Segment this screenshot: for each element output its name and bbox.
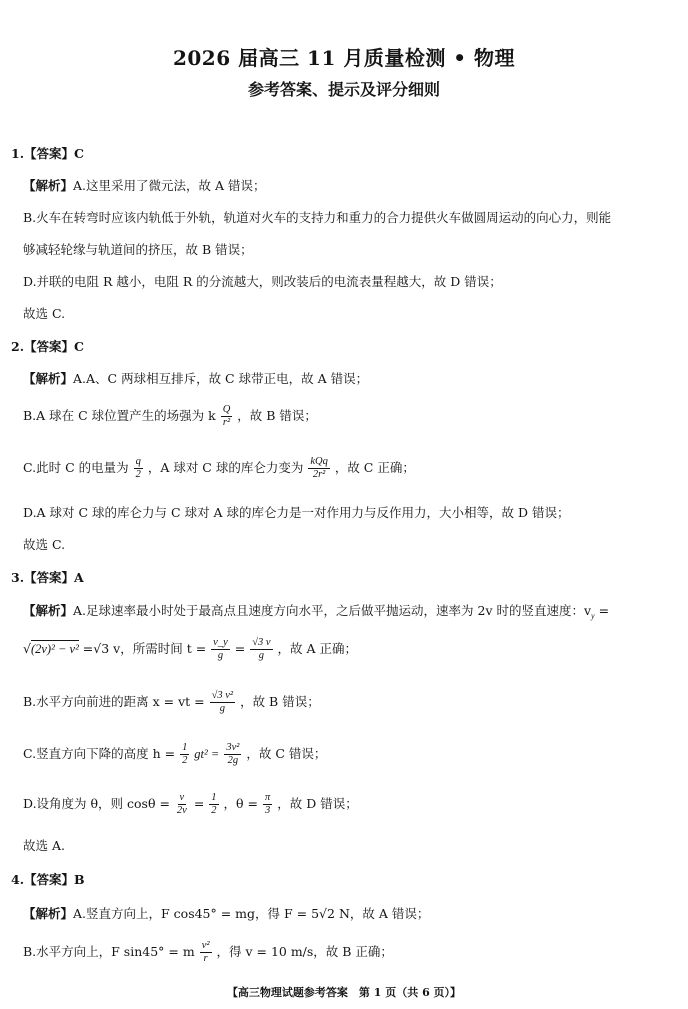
q3-a2-eq: = [234, 641, 246, 657]
q2-c-text: C.此时 C 的电量为 [23, 460, 129, 476]
q3-a2-num1: v_y [211, 637, 230, 650]
q2-option-d: D.A 球对 C 球的库仑力与 C 球对 A 球的库仑力是一对作用力与反作用力，大小相等，故 D 错误； [23, 505, 570, 520]
q3-a2-radicand: (2v)² − v² [30, 642, 79, 657]
q3-c-post: ，故 C 错误； [246, 746, 327, 762]
q4-analysis-a [23, 904, 429, 922]
q3-d-num1: v [178, 792, 187, 805]
q3-a1-eq: = [594, 603, 610, 618]
q3-analysis-a-line2 [23, 637, 357, 662]
q3-b-den: g [219, 703, 225, 715]
q2-c-num1: q [134, 456, 143, 469]
q2-c-mid: ，A 球对 C 球的库仑力变为 [147, 460, 304, 476]
q3-analysis-a-line1 [23, 601, 609, 621]
q3-analysis-tag: 【解析】 [23, 603, 74, 618]
q4-b-den: r [203, 953, 208, 965]
q3-conclusion: 故选 A. [23, 838, 65, 853]
q3-c-num1: 1 [180, 742, 189, 755]
q2-option-b [23, 404, 317, 429]
q2-answer: 2.【答案】C [11, 339, 84, 354]
page-subtitle: 参考答案、提示及评分细则 [247, 80, 440, 99]
q3-d-text: D.设角度为 θ，则 cosθ = [23, 796, 170, 812]
q3-a2-den2: g [258, 650, 264, 662]
q3-c-den1: 2 [182, 755, 188, 767]
q3-b-text: B.水平方向前进的距离 x = vt = [23, 694, 205, 710]
q1-option-d: D.并联的电阻 R 越小，电阻 R 的分流越大，则改装后的电流表量程越大，故 D 错误； [23, 274, 502, 289]
q1-option-b-line2: 够减轻轮缘与轨道间的挤压，故 B 错误； [23, 242, 253, 257]
q3-option-b [23, 690, 320, 715]
q2-c-fraction1 [134, 456, 143, 481]
q3-a2-fraction2 [250, 637, 272, 662]
q1-option-a: A.这里采用了微元法，故 A 错误； [73, 178, 266, 193]
q3-a2-mid: =√3 v，所需时间 t = [78, 641, 207, 657]
q3-c-fraction1 [180, 742, 189, 767]
q2-b-text: B.A 球在 C 球位置产生的场强为 k [23, 408, 216, 424]
q2-c-num2: kQq [308, 456, 330, 469]
q2-c-den1: 2 [135, 469, 141, 481]
q4-b-num: v² [200, 940, 212, 953]
q3-c-den2: 2g [227, 755, 239, 767]
q1-analysis-a [23, 176, 266, 194]
q4-b-post: ，得 v = 10 m/s，故 B 正确； [216, 944, 393, 960]
q3-option-c [23, 742, 326, 767]
q3-a2-fraction1 [211, 637, 230, 662]
q3-a2-den1: g [217, 650, 224, 662]
q3-d-fraction3 [263, 792, 272, 817]
q3-d-den1: 2v [176, 805, 187, 817]
q3-b-num: √3 v² [210, 690, 235, 703]
q3-c-mid: gt² = [194, 747, 220, 762]
q1-conclusion: 故选 C. [23, 306, 66, 321]
q4-answer: 4.【答案】B [11, 872, 85, 887]
q3-c-fraction2 [224, 742, 241, 767]
q3-d-den2: 2 [211, 805, 217, 817]
q1-option-b-line1: B.火车在转弯时应该内轨低于外轨，轨道对火车的支持力和重力的合力提供火车做圆周运动的向心力，则能 [23, 210, 612, 225]
q4-b-text: B.水平方向上，F sin45° = m [23, 944, 195, 960]
q3-d-fraction2 [209, 792, 218, 817]
q3-d-num2: 1 [209, 792, 218, 805]
q3-d-post: ，故 D 错误； [277, 796, 358, 812]
q3-d-fraction1 [175, 792, 189, 817]
q3-a2-num2: √3 v [250, 637, 272, 650]
q3-option-d [23, 792, 358, 817]
q2-option-c [23, 456, 415, 481]
q3-d-eq: = [193, 796, 205, 812]
q2-b-num: Q [221, 404, 233, 417]
q4-option-a: A.竖直方向上，F cos45° = mg，得 F = 5√2 N，故 A 错误； [73, 906, 430, 921]
q1-analysis-tag: 【解析】 [23, 178, 74, 193]
q3-a1-text: A.足球速率最小时处于最高点且速度方向水平，之后做平抛运动，速率为 2v 时的竖直速度：v [73, 603, 592, 618]
q2-c-fraction2 [308, 456, 330, 481]
q2-b-fraction [221, 404, 233, 429]
q2-analysis-a [23, 369, 368, 387]
q3-d-den3: 3 [265, 805, 271, 817]
q4-analysis-tag: 【解析】 [23, 906, 74, 921]
q2-analysis-tag: 【解析】 [23, 371, 74, 386]
q3-c-text: C.竖直方向下降的高度 h = [23, 746, 176, 762]
q2-c-den2: 2r² [312, 469, 326, 481]
q3-answer: 3.【答案】A [11, 570, 84, 585]
q3-a2-root: √ [23, 641, 31, 657]
q4-option-b [23, 940, 393, 965]
q4-b-fraction [200, 940, 212, 965]
q1-answer: 1.【答案】C [11, 146, 84, 161]
q2-c-post: ，故 C 正确； [334, 460, 415, 476]
q2-conclusion: 故选 C. [23, 537, 66, 552]
q3-d-num3: π [263, 792, 272, 805]
q3-d-mid: ，θ = [223, 796, 259, 812]
page-footer: 【高三物理试题参考答案 第 1 页（共 6 页）】 [226, 986, 462, 999]
q3-b-fraction [210, 690, 235, 715]
q3-a2-post: ，故 A 正确； [277, 641, 357, 657]
q2-b-post: ，故 B 错误； [237, 408, 317, 424]
q3-c-num2: 3v² [224, 742, 241, 755]
page-title: 2026 届高三 11 月质量检测 • 物理 [172, 46, 516, 70]
q3-b-post: ，故 B 错误； [240, 694, 320, 710]
q2-option-a: A.A、C 两球相互排斥，故 C 球带正电，故 A 错误； [73, 371, 369, 386]
q3-a1-sub: y [591, 611, 595, 621]
q2-b-den: r² [222, 417, 231, 429]
